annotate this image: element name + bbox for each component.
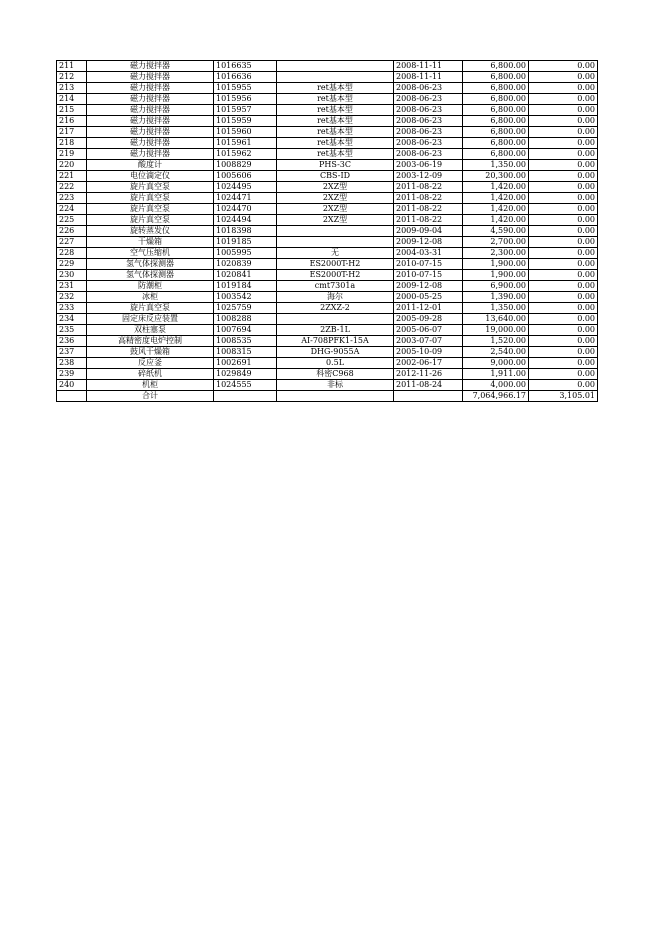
asset-code-cell: 1016636 [214,72,277,83]
net-value-cell: 0.00 [529,336,598,347]
model-cell: 0.5L [277,358,394,369]
total-label-cell: 合计 [87,391,214,402]
original-value-cell: 1,420.00 [463,215,529,226]
purchase-date-cell: 2010-07-15 [394,270,463,281]
table-row [57,138,598,149]
asset-code-cell: 1015955 [214,83,277,94]
equipment-name-cell: 鼓风干燥箱 [87,347,214,358]
index-cell: 236 [57,336,87,347]
table-row [57,303,598,314]
asset-table [56,60,598,402]
equipment-name-cell: 旋片真空泵 [87,182,214,193]
index-cell: 227 [57,237,87,248]
purchase-date-cell: 2008-11-11 [394,61,463,72]
index-cell: 219 [57,149,87,160]
asset-code-cell: 1008535 [214,336,277,347]
asset-code-cell: 1024495 [214,182,277,193]
table-row [57,182,598,193]
original-value-cell: 6,800.00 [463,105,529,116]
asset-code-cell: 1016635 [214,61,277,72]
equipment-name-cell: 磁力搅拌器 [87,61,214,72]
equipment-name-cell: 双柱塞泵 [87,325,214,336]
equipment-name-cell: 旋片真空泵 [87,303,214,314]
equipment-name-cell: 旋片真空泵 [87,215,214,226]
table-row [57,193,598,204]
model-cell: 2XZ型 [277,204,394,215]
equipment-name-cell: 碎纸机 [87,369,214,380]
index-cell: 223 [57,193,87,204]
table-row [57,270,598,281]
equipment-name-cell: 氢气体探测器 [87,259,214,270]
asset-code-cell: 1008315 [214,347,277,358]
original-value-cell: 1,350.00 [463,160,529,171]
purchase-date-cell: 2005-09-28 [394,314,463,325]
index-cell: 212 [57,72,87,83]
index-cell: 222 [57,182,87,193]
asset-code-cell: 1029849 [214,369,277,380]
original-value-cell: 6,800.00 [463,138,529,149]
purchase-date-cell: 2009-12-08 [394,281,463,292]
purchase-date-cell: 2009-09-04 [394,226,463,237]
model-cell: ret基本型 [277,138,394,149]
net-value-cell: 0.00 [529,248,598,259]
model-cell [277,314,394,325]
table-row [57,237,598,248]
model-cell: ret基本型 [277,83,394,94]
purchase-date-cell: 2008-06-23 [394,94,463,105]
equipment-name-cell: 旋片真空泵 [87,204,214,215]
original-value-cell: 2,700.00 [463,237,529,248]
index-cell: 231 [57,281,87,292]
net-value-cell: 0.00 [529,105,598,116]
equipment-name-cell: 高精密度电炉控制 [87,336,214,347]
table-row [57,83,598,94]
model-cell: 2XZ型 [277,193,394,204]
model-cell [277,72,394,83]
original-value-cell: 1,390.00 [463,292,529,303]
table-row [57,105,598,116]
table-row [57,358,598,369]
index-cell: 239 [57,369,87,380]
model-cell: 2XZ型 [277,182,394,193]
net-value-cell: 0.00 [529,149,598,160]
index-cell: 235 [57,325,87,336]
equipment-name-cell: 空气压缩机 [87,248,214,259]
asset-code-cell: 1024494 [214,215,277,226]
index-cell: 221 [57,171,87,182]
table-row [57,204,598,215]
index-cell: 213 [57,83,87,94]
original-value-cell: 6,800.00 [463,149,529,160]
index-cell: 218 [57,138,87,149]
equipment-name-cell: 磁力搅拌器 [87,116,214,127]
total-row [57,391,598,402]
table-row [57,380,598,391]
equipment-name-cell: 磁力搅拌器 [87,83,214,94]
purchase-date-cell: 2008-11-11 [394,72,463,83]
original-value-cell: 6,800.00 [463,94,529,105]
equipment-name-cell: 电位滴定仪 [87,171,214,182]
equipment-name-cell: 固定床反应装置 [87,314,214,325]
purchase-date-cell: 2008-06-23 [394,138,463,149]
original-value-cell: 6,800.00 [463,116,529,127]
purchase-date-cell: 2010-07-15 [394,259,463,270]
asset-code-cell: 1015960 [214,127,277,138]
total-model-cell [277,391,394,402]
asset-code-cell: 1005606 [214,171,277,182]
model-cell [277,61,394,72]
index-cell: 224 [57,204,87,215]
purchase-date-cell: 2003-06-19 [394,160,463,171]
model-cell [277,237,394,248]
equipment-name-cell: 磁力搅拌器 [87,138,214,149]
purchase-date-cell: 2009-12-08 [394,237,463,248]
index-cell: 217 [57,127,87,138]
original-value-cell: 1,900.00 [463,259,529,270]
asset-code-cell: 1019184 [214,281,277,292]
equipment-name-cell: 磁力搅拌器 [87,72,214,83]
purchase-date-cell: 2005-06-07 [394,325,463,336]
net-value-cell: 0.00 [529,61,598,72]
table-row [57,215,598,226]
model-cell: ret基本型 [277,105,394,116]
total-index-cell [57,391,87,402]
table-row [57,149,598,160]
original-value-cell: 4,000.00 [463,380,529,391]
net-value-cell: 0.00 [529,182,598,193]
purchase-date-cell: 2008-06-23 [394,105,463,116]
equipment-name-cell: 机柜 [87,380,214,391]
model-cell: cmt7301a [277,281,394,292]
original-value-cell: 1,350.00 [463,303,529,314]
index-cell: 229 [57,259,87,270]
asset-code-cell: 1019185 [214,237,277,248]
table-row [57,314,598,325]
table-row [57,248,598,259]
index-cell: 226 [57,226,87,237]
total-date-cell [394,391,463,402]
original-value-cell: 6,800.00 [463,72,529,83]
index-cell: 220 [57,160,87,171]
table-row [57,325,598,336]
model-cell: ES2000T-H2 [277,270,394,281]
table-row [57,259,598,270]
net-value-cell: 0.00 [529,369,598,380]
table-row [57,347,598,358]
net-value-cell: 0.00 [529,226,598,237]
asset-code-cell: 1020841 [214,270,277,281]
index-cell: 240 [57,380,87,391]
net-value-cell: 0.00 [529,314,598,325]
original-value-cell: 4,590.00 [463,226,529,237]
original-value-cell: 6,800.00 [463,127,529,138]
original-value-cell: 1,420.00 [463,193,529,204]
original-value-cell: 9,000.00 [463,358,529,369]
asset-code-cell: 1015962 [214,149,277,160]
table-row [57,116,598,127]
purchase-date-cell: 2002-06-17 [394,358,463,369]
index-cell: 232 [57,292,87,303]
original-value-cell: 13,640.00 [463,314,529,325]
net-value-cell: 0.00 [529,270,598,281]
purchase-date-cell: 2011-08-22 [394,193,463,204]
table-row [57,160,598,171]
total-code-cell [214,391,277,402]
equipment-name-cell: 防潮柜 [87,281,214,292]
asset-code-cell: 1008829 [214,160,277,171]
model-cell: ret基本型 [277,94,394,105]
asset-code-cell: 1024471 [214,193,277,204]
model-cell: 科密C968 [277,369,394,380]
purchase-date-cell: 2011-08-24 [394,380,463,391]
asset-code-cell: 1015956 [214,94,277,105]
asset-code-cell: 1007694 [214,325,277,336]
equipment-name-cell: 酸度计 [87,160,214,171]
index-cell: 238 [57,358,87,369]
net-value-cell: 0.00 [529,204,598,215]
table-row [57,72,598,83]
net-value-cell: 0.00 [529,83,598,94]
original-value-cell: 1,420.00 [463,204,529,215]
index-cell: 233 [57,303,87,314]
purchase-date-cell: 2008-06-23 [394,127,463,138]
asset-code-cell: 1025759 [214,303,277,314]
table-row [57,171,598,182]
net-value-cell: 0.00 [529,116,598,127]
net-value-cell: 0.00 [529,358,598,369]
original-value-cell: 2,300.00 [463,248,529,259]
asset-code-cell: 1024470 [214,204,277,215]
model-cell: DHG-9055A [277,347,394,358]
net-value-cell: 0.00 [529,215,598,226]
equipment-name-cell: 干燥箱 [87,237,214,248]
original-value-cell: 6,800.00 [463,83,529,94]
purchase-date-cell: 2005-10-09 [394,347,463,358]
model-cell: ret基本型 [277,127,394,138]
original-value-cell: 1,520.00 [463,336,529,347]
index-cell: 214 [57,94,87,105]
model-cell: 海尔 [277,292,394,303]
equipment-name-cell: 旋片真空泵 [87,193,214,204]
net-value-cell: 0.00 [529,347,598,358]
purchase-date-cell: 2003-07-07 [394,336,463,347]
purchase-date-cell: 2011-08-22 [394,204,463,215]
index-cell: 216 [57,116,87,127]
original-value-cell: 6,800.00 [463,61,529,72]
net-value-cell: 0.00 [529,292,598,303]
asset-code-cell: 1008288 [214,314,277,325]
model-cell: 2XZ型 [277,215,394,226]
equipment-name-cell: 反应釜 [87,358,214,369]
asset-code-cell: 1015957 [214,105,277,116]
equipment-name-cell: 磁力搅拌器 [87,105,214,116]
asset-code-cell: 1002691 [214,358,277,369]
total-net-cell: 3,105.01 [529,391,598,402]
net-value-cell: 0.00 [529,127,598,138]
table-row [57,336,598,347]
net-value-cell: 0.00 [529,171,598,182]
equipment-name-cell: 氢气体探测器 [87,270,214,281]
index-cell: 237 [57,347,87,358]
asset-code-cell: 1024555 [214,380,277,391]
model-cell: AI-708PFK1-15A [277,336,394,347]
purchase-date-cell: 2011-08-22 [394,182,463,193]
table-body [57,61,598,391]
net-value-cell: 0.00 [529,259,598,270]
table-row [57,281,598,292]
model-cell: 2ZXZ-2 [277,303,394,314]
total-value-cell: 7,064,966.17 [463,391,529,402]
net-value-cell: 0.00 [529,94,598,105]
index-cell: 211 [57,61,87,72]
table-row [57,61,598,72]
original-value-cell: 1,911.00 [463,369,529,380]
purchase-date-cell: 2008-06-23 [394,83,463,94]
equipment-name-cell: 磁力搅拌器 [87,149,214,160]
table-row [57,292,598,303]
table-row [57,94,598,105]
purchase-date-cell: 2011-08-22 [394,215,463,226]
asset-code-cell: 1018398 [214,226,277,237]
model-cell: PHS-3C [277,160,394,171]
net-value-cell: 0.00 [529,193,598,204]
original-value-cell: 19,000.00 [463,325,529,336]
index-cell: 225 [57,215,87,226]
net-value-cell: 0.00 [529,380,598,391]
purchase-date-cell: 2004-03-31 [394,248,463,259]
purchase-date-cell: 2012-11-26 [394,369,463,380]
table-row [57,127,598,138]
net-value-cell: 0.00 [529,160,598,171]
net-value-cell: 0.00 [529,303,598,314]
equipment-name-cell: 磁力搅拌器 [87,94,214,105]
purchase-date-cell: 2008-06-23 [394,149,463,160]
index-cell: 234 [57,314,87,325]
model-cell: 非标 [277,380,394,391]
purchase-date-cell: 2008-06-23 [394,116,463,127]
asset-code-cell: 1005995 [214,248,277,259]
asset-code-cell: 1015959 [214,116,277,127]
asset-code-cell: 1003542 [214,292,277,303]
asset-code-cell: 1015961 [214,138,277,149]
index-cell: 215 [57,105,87,116]
table-row [57,369,598,380]
model-cell: ret基本型 [277,149,394,160]
index-cell: 230 [57,270,87,281]
net-value-cell: 0.00 [529,138,598,149]
purchase-date-cell: 2000-05-25 [394,292,463,303]
purchase-date-cell: 2003-12-09 [394,171,463,182]
original-value-cell: 20,300.00 [463,171,529,182]
equipment-name-cell: 旋转蒸发仪 [87,226,214,237]
net-value-cell: 0.00 [529,281,598,292]
original-value-cell: 1,900.00 [463,270,529,281]
purchase-date-cell: 2011-12-01 [394,303,463,314]
net-value-cell: 0.00 [529,237,598,248]
model-cell: CBS-ID [277,171,394,182]
table-row [57,226,598,237]
original-value-cell: 6,900.00 [463,281,529,292]
model-cell: 无 [277,248,394,259]
model-cell: ES2000T-H2 [277,259,394,270]
asset-code-cell: 1020839 [214,259,277,270]
original-value-cell: 1,420.00 [463,182,529,193]
model-cell: ret基本型 [277,116,394,127]
net-value-cell: 0.00 [529,72,598,83]
original-value-cell: 2,540.00 [463,347,529,358]
equipment-name-cell: 冰柜 [87,292,214,303]
model-cell: 2ZB-1L [277,325,394,336]
model-cell [277,226,394,237]
net-value-cell: 0.00 [529,325,598,336]
equipment-name-cell: 磁力搅拌器 [87,127,214,138]
index-cell: 228 [57,248,87,259]
